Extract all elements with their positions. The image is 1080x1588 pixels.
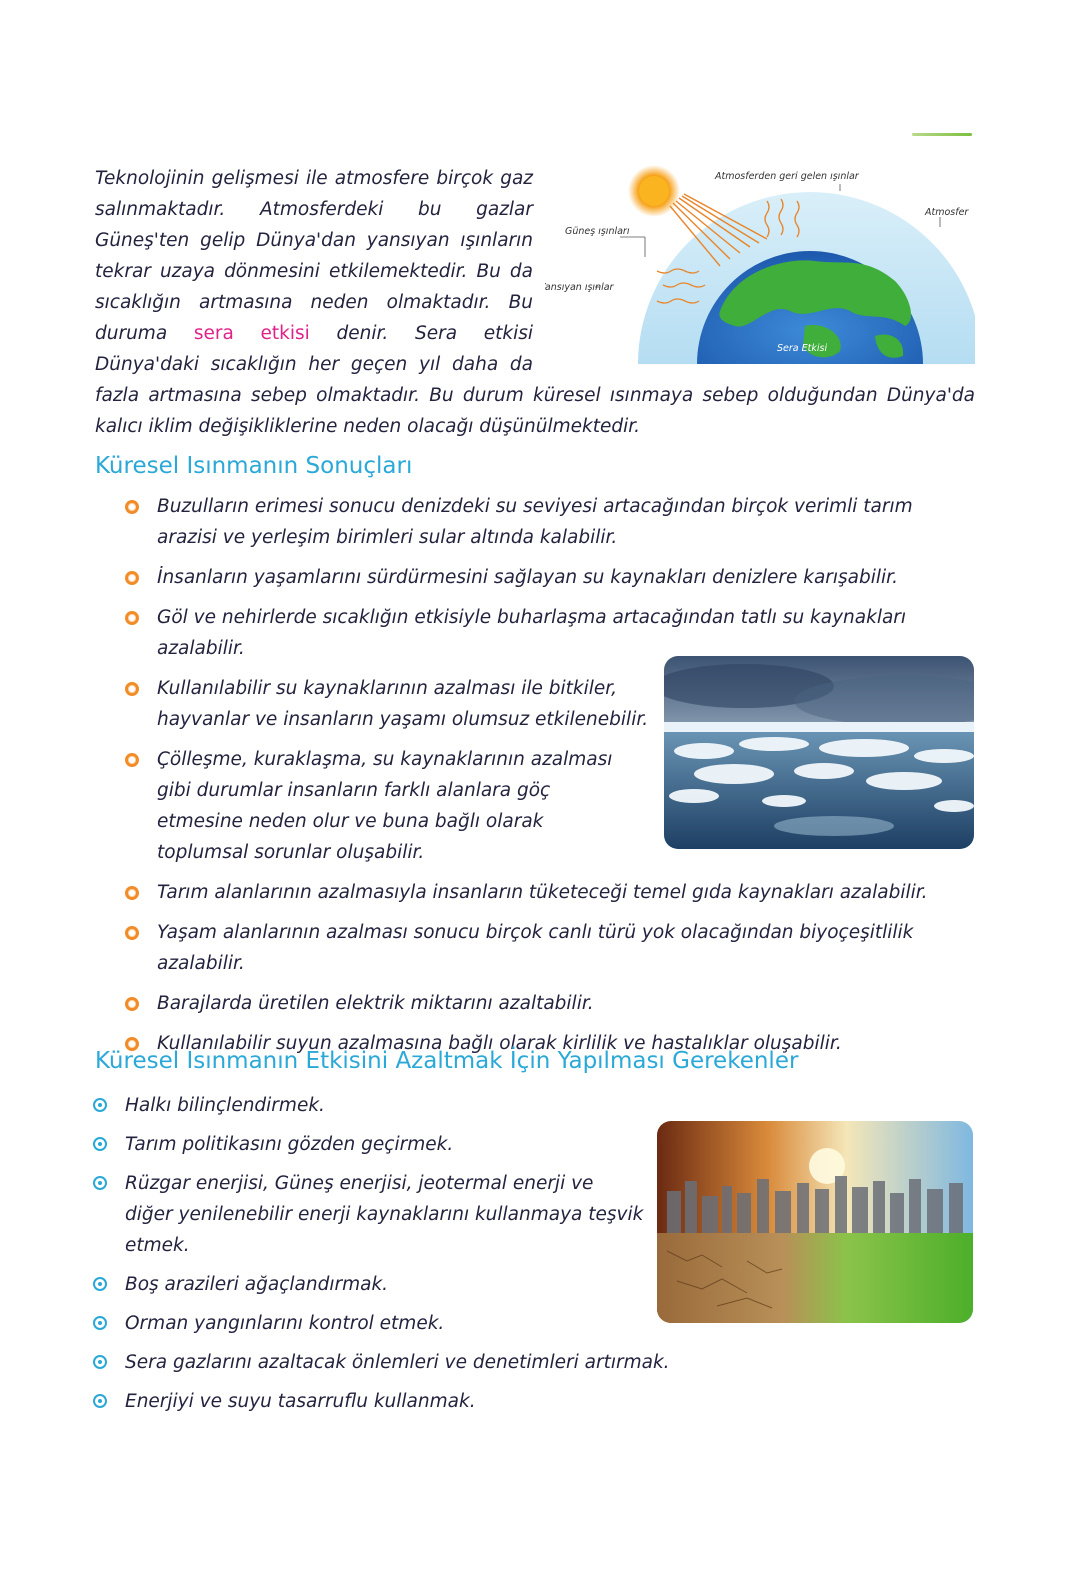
circle-bullet-icon: [125, 682, 139, 696]
measures-list: [93, 1090, 973, 1425]
label-reflected-rays: Yansıyan ışınlar: [545, 282, 614, 293]
greenhouse-diagram-svg: [545, 161, 975, 373]
circle-bullet-icon: [125, 753, 139, 767]
circle-bullet-icon: [125, 926, 139, 940]
label-greenhouse: Sera Etkisi: [777, 343, 828, 354]
list-item: Çölleşme, kuraklaşma, su kaynaklarının azalması gibi durumlar insanların farklı alanlara göç etmesine neden olur ve buna bağlı olarak toplumsal sorunlar oluşabilir.: [123, 744, 637, 868]
circle-bullet-icon: [125, 611, 139, 625]
circle-bullet-icon: [125, 500, 139, 514]
greenhouse-term: sera etkisi: [193, 323, 310, 344]
list-item: Enerjiyi ve suyu tasarruflu kullanmak.: [93, 1386, 973, 1417]
target-bullet-icon: [93, 1394, 107, 1408]
decorative-line: [912, 133, 972, 136]
list-item: Barajlarda üretilen elektrik miktarını azaltabilir.: [123, 988, 975, 1019]
list-item: Orman yangınlarını kontrol etmek.: [93, 1308, 973, 1339]
label-atmosphere: Atmosfer: [925, 207, 969, 218]
list-item: Kullanılabilir su kaynaklarının azalması ile bitkiler, hayvanlar ve insanların yaşamı olumsuz etkilenebilir.: [123, 673, 657, 735]
section-title-measures: Küresel Isınmanın Etkisini Azaltmak İçin Yapılması Gerekenler: [95, 1048, 799, 1074]
circle-bullet-icon: [125, 886, 139, 900]
list-item: Tarım politikasını gözden geçirmek.: [93, 1129, 973, 1160]
target-bullet-icon: [93, 1277, 107, 1291]
intro-text-end: denir. Sera etkisi Dünya'daki sıcaklığın her geçen yıl daha da fazla artmasına sebep olmaktadır. Bu durum küresel ısınmaya sebep olduğundan Dünya'da kalıcı iklim değişikliklerine neden olacağı düşünülmektedir.: [95, 323, 975, 437]
intro-block: [95, 163, 975, 442]
list-item: Buzulların erimesi sonucu denizdeki su seviyesi artacağından birçok verimli tarım arazisi ve yerleşim birimleri sular altında kalabilir.: [123, 491, 975, 553]
greenhouse-effect-diagram: [545, 161, 975, 373]
target-bullet-icon: [93, 1176, 107, 1190]
list-item: Sera gazlarını azaltacak önlemleri ve denetimleri artırmak.: [93, 1347, 973, 1378]
target-bullet-icon: [93, 1316, 107, 1330]
list-item: İnsanların yaşamlarını sürdürmesini sağlayan su kaynakları denizlere karışabilir.: [123, 562, 975, 593]
target-bullet-icon: [93, 1355, 107, 1369]
list-item: Yaşam alanlarının azalması sonucu birçok canlı türü yok olacağından biyoçeşitlilik azalabilir.: [123, 917, 975, 979]
circle-bullet-icon: [125, 571, 139, 585]
label-sun-rays: Güneş ışınları: [565, 226, 630, 237]
label-returning-rays: Atmosferden geri gelen ışınlar: [715, 171, 859, 182]
list-item: Kullanılabilir suyun azalmasına bağlı olarak kirlilik ve hastalıklar oluşabilir.: [123, 1028, 975, 1059]
results-list: [123, 491, 975, 1068]
section-title-results: Küresel Isınmanın Sonuçları: [95, 453, 413, 479]
target-bullet-icon: [93, 1137, 107, 1151]
list-item: Boş arazileri ağaçlandırmak.: [93, 1269, 973, 1300]
list-item: Göl ve nehirlerde sıcaklığın etkisiyle buharlaşma artacağından tatlı su kaynakları azalabilir.: [123, 602, 975, 664]
list-item: Tarım alanlarının azalmasıyla insanların tüketeceği temel gıda kaynakları azalabilir.: [123, 877, 975, 908]
list-item: Halkı bilinçlendirmek.: [93, 1090, 973, 1121]
target-bullet-icon: [93, 1098, 107, 1112]
list-item: Rüzgar enerjisi, Güneş enerjisi, jeotermal enerji ve diğer yenilenebilir enerji kaynaklarını kullanmaya teşvik etmek.: [93, 1168, 645, 1261]
intro-text-start: Teknolojinin gelişmesi ile atmosfere birçok gaz salınmaktadır. Atmosferdeki bu gazlar Güneş'ten gelip Dünya'dan yansıyan ışınların tekrar uzaya dönmesini etkilemektedir. Bu da sıcaklığın artmasına neden olmaktadır. Bu duruma: [95, 168, 533, 344]
circle-bullet-icon: [125, 997, 139, 1011]
